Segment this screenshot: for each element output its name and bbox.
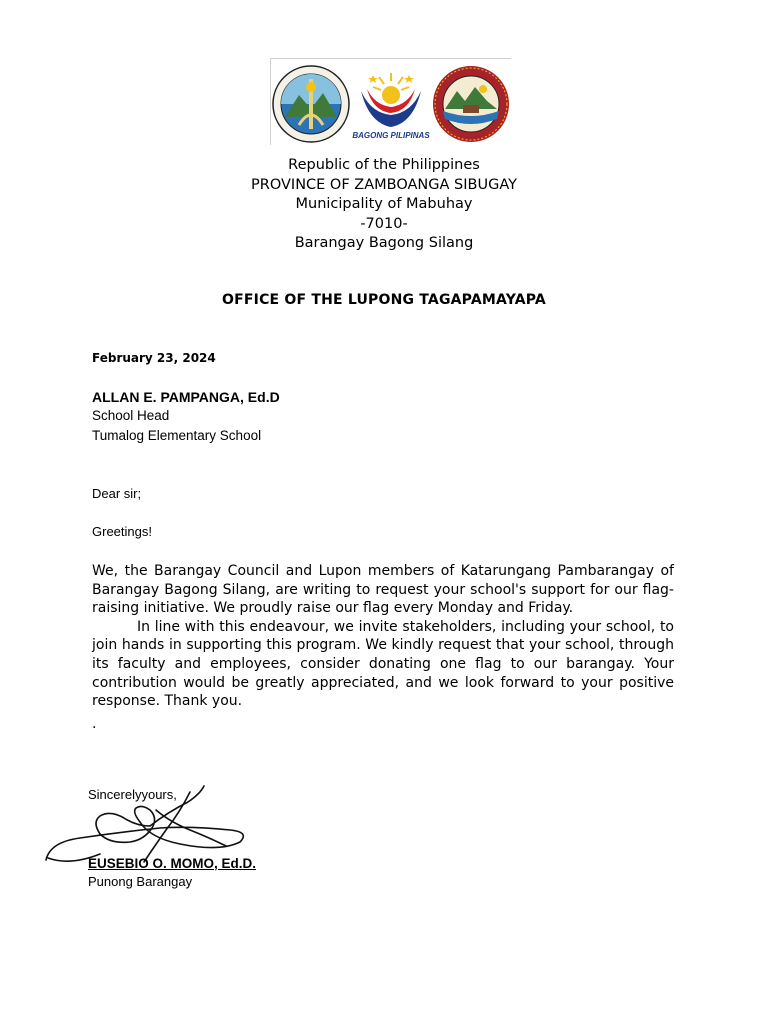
letter-date: February 23, 2024: [92, 351, 216, 365]
body-paragraph-2: In line with this endeavour, we invite stakeholders, including your school, to join hands in supporting this program. We kindly request that your school, through its faculty and employees, consider donating one flag to our barangay. Your contribution would be greatly appreciated, and we look forward to your positive response. Thank you.: [92, 618, 674, 710]
office-title: OFFICE OF THE LUPONG TAGAPAMAYAPA: [222, 292, 546, 308]
province-line: PROVINCE OF ZAMBOANGA SIBUGAY: [251, 176, 517, 193]
barangay-line: Barangay Bagong Silang: [294, 235, 474, 251]
municipality-line: Municipality of Mabuhay: [295, 196, 473, 212]
signer-name: EUSEBIO O. MOMO, Ed.D.: [88, 856, 257, 871]
municipality-seal-icon: [431, 65, 511, 143]
recipient-name: ALLAN E. PAMPANGA, Ed.D: [92, 389, 280, 405]
letterhead-address: [0, 156, 768, 254]
bagong-pilipinas-caption: BAGONG PILIPINAS: [352, 131, 430, 140]
body-paragraph-1: We, the Barangay Council and Lupon members of Katarungang Pambarangay of Barangay Bagong Silang, are writing to request your school's support for our flag-raising initiative. We proudly raise our flag every Monday and Friday.: [92, 563, 674, 617]
barangay-seal-icon: [271, 65, 351, 143]
letterhead-logos: [270, 58, 511, 145]
closing: Sincerelyyours,: [88, 787, 177, 802]
bagong-pilipinas-logo-icon: [351, 65, 431, 131]
salutation: Dear sir;: [92, 486, 142, 501]
greeting: Greetings!: [92, 524, 152, 539]
letter-body: [92, 562, 674, 711]
trailing-mark: .: [92, 716, 97, 732]
country-line: Republic of the Philippines: [288, 157, 480, 173]
signer-block: [88, 855, 256, 891]
recipient-school: Tumalog Elementary School: [92, 428, 262, 443]
recipient-block: [92, 388, 280, 446]
signer-title: Punong Barangay: [88, 874, 193, 889]
recipient-position: School Head: [92, 408, 170, 423]
zip-code-line: -7010-: [360, 215, 408, 232]
